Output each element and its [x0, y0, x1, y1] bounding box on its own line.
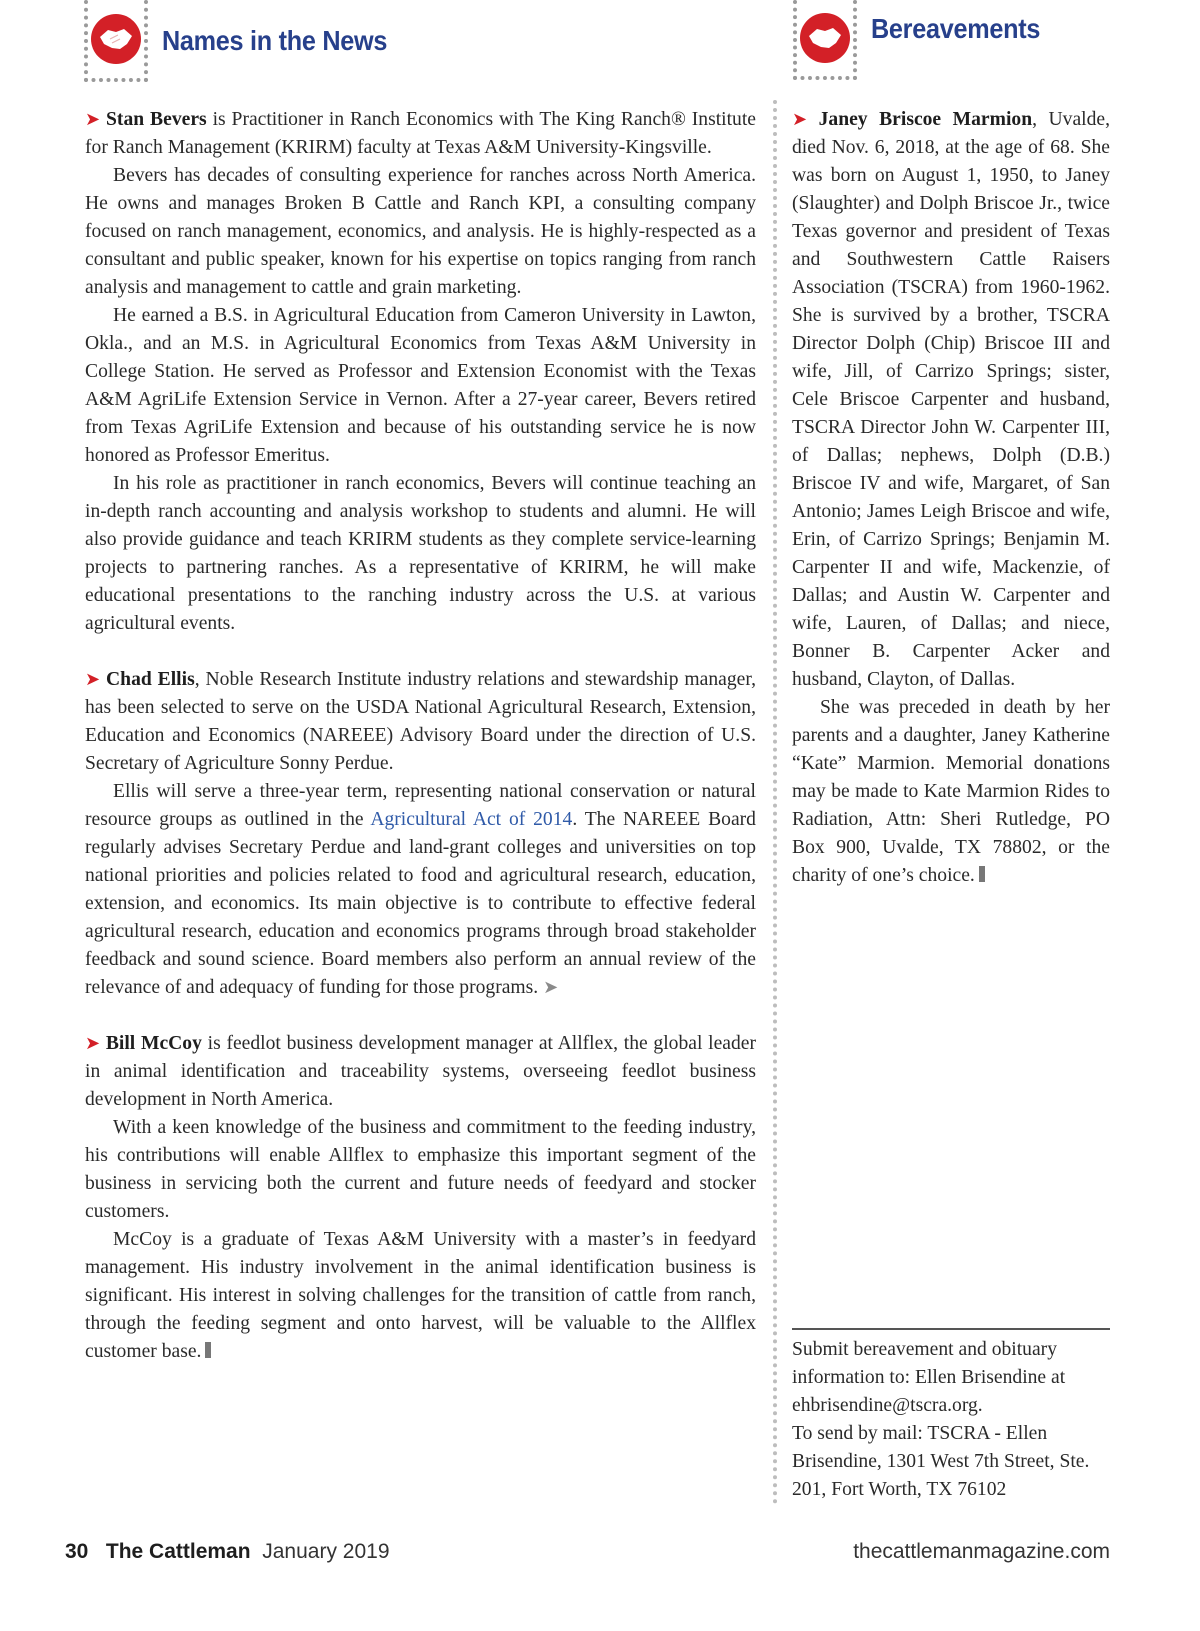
person-name: Stan Bevers	[106, 109, 207, 130]
magazine-name: The Cattleman	[105, 1540, 251, 1563]
paragraph: is feedlot business development manager at Allflex, the global leader in animal identification and traceability systems, overseeing feedlot business development in North America.	[85, 1033, 756, 1110]
paragraph: He earned a B.S. in Agricultural Education from Cameron University in Lawton, Okla., and an M.S. in Agricultural Economics from Texas A&M University in College Station. He served as Professor and Extension Economist with the Texas A&M AgriLife Extension Service in Vernon. After a 27-year career, Bevers retired from Texas AgriLife Extension and because of his outstanding service he is now honored as Professor Emeritus.	[85, 305, 756, 466]
section-title: Names in the News	[162, 25, 388, 56]
issue-date: January 2019	[262, 1540, 390, 1563]
handshake-icon	[84, 0, 148, 82]
column-divider	[773, 100, 777, 1505]
paragraph: Ellis will serve a three-year term, representing national conservation or natural resource groups as outlined in the	[85, 781, 756, 830]
paragraph: , Noble Research Institute industry relations and stewardship manager, has been selected to serve on the USDA National Agricultural Research, Extension, Education and Economics (NAREEE) Advisory Board under the direction of U.S. Secretary of Agriculture Sonny Perdue.	[85, 669, 756, 774]
end-mark-icon	[979, 866, 985, 882]
section-title: Bereavements	[871, 13, 1041, 44]
bereavements-column	[792, 106, 1110, 890]
paragraph: With a keen knowledge of the business and commitment to the feeding industry, his contributions will enable Allflex to emphasize this important segment of the business in servicing both the current and future needs of feedyard and stocker customers.	[85, 1117, 756, 1222]
paragraph: Bevers has decades of consulting experience for ranches across North America. He owns and manages Broken B Cattle and Ranch KPI, a consulting company focused on ranch management, economics, and analysis. He is highly-respected as a consultant and public speaker, known for his expertise on topics ranging from ranch analysis and management to cattle and grain marketing.	[85, 165, 756, 298]
paragraph: is Practitioner in Ranch Economics with The King Ranch® Institute for Ranch Management (KRIRM) faculty at Texas A&M University-Kingsville.	[85, 109, 756, 158]
website[interactable]: thecattlemanmagazine.com	[853, 1540, 1110, 1563]
page-number: 30	[65, 1540, 89, 1563]
divider-rule	[792, 1328, 1110, 1330]
submit-email-text: Submit bereavement and obituary information to: Ellen Brisendine at ehbrisendine@tscra.org.	[792, 1339, 1066, 1416]
names-in-the-news-header	[84, 0, 412, 82]
submit-mail-text: To send by mail: TSCRA - Ellen Brisendine, 1301 West 7th Street, Ste. 201, Fort Worth, TX 76102	[792, 1423, 1090, 1500]
article-mccoy	[85, 1030, 756, 1366]
arrow-bullet-icon: ➤	[85, 109, 101, 130]
arrow-bullet-icon: ➤	[85, 669, 101, 690]
article-bevers	[85, 106, 756, 638]
arrow-bullet-icon: ➤	[85, 1033, 101, 1054]
names-column	[85, 106, 756, 1366]
paragraph: . The NAREEE Board regularly advises Secretary Perdue and land-grant colleges and universities on top national priorities and policies related to food and agricultural research, education, extension, and economics. Its main objective is to contribute to effective federal agricultural research, education and economics programs through broad stakeholder feedback and sound science. Board members also perform an annual review of the relevance of and adequacy of funding for those programs.	[85, 809, 756, 998]
bereavements-header	[793, 0, 1059, 80]
paragraph: She was preceded in death by her parents and a daughter, Janey Katherine “Kate” Marmion. Memorial donations may be made to Kate Marmion Rides to Radiation, Attn: Sheri Rutledge, PO Box 900, Uvalde, TX 78802, or the charity of one’s choice.	[792, 697, 1110, 886]
paragraph: In his role as practitioner in ranch economics, Bevers will continue teaching an in-depth ranch accounting and analysis workshop to students and alumni. He will also provide guidance and teach KRIRM students as they complete service-learning projects to partnering ranches. As a representative of KRIRM, he will make educational presentations to the ranching industry across the U.S. at various agricultural events.	[85, 473, 756, 634]
person-name: Bill McCoy	[105, 1033, 202, 1054]
footer-left	[65, 1540, 390, 1564]
agricultural-act-link[interactable]: Agricultural Act of 2014	[370, 809, 573, 830]
article-ellis	[85, 666, 756, 1002]
continue-arrow-icon: ➤	[543, 977, 559, 998]
handshake-icon	[793, 0, 857, 80]
person-name: Chad Ellis	[106, 669, 195, 690]
paragraph: McCoy is a graduate of Texas A&M University with a master’s in feedyard management. His industry involvement in the animal identification business is significant. His interest in solving challenges for the transition of cattle from ranch, through the feeding segment and onto harvest, will be valuable to the Allflex customer base.	[85, 1229, 756, 1362]
arrow-bullet-icon: ➤	[792, 109, 808, 130]
deceased-name: Janey Briscoe Marmion	[818, 109, 1033, 130]
paragraph: , Uvalde, died Nov. 6, 2018, at the age of 68. She was born on August 1, 1950, to Janey (Slaughter) and Dolph Briscoe Jr., twice Texas governor and president of Texas and Southwestern Cattle Raisers Association (TSCRA) from 1960-1962. She is survived by a brother, TSCRA Director Dolph (Chip) Briscoe III and wife, Jill, of Carrizo Springs; sister, Cele Briscoe Carpenter and husband, TSCRA Director John W. Carpenter III, of Dallas; nephews, Dolph (D.B.) Briscoe IV and wife, Margaret, of San Antonio; James Leigh Briscoe and wife, Erin, of Carrizo Springs; Benjamin M. Carpenter II and wife, Mackenzie, of Dallas; and Austin W. Carpenter and wife, Lauren, of Dallas; and niece, Bonner B. Carpenter Acker and husband, Clayton, of Dallas.	[792, 109, 1110, 690]
end-mark-icon	[205, 1342, 211, 1358]
submission-info	[792, 1336, 1110, 1504]
